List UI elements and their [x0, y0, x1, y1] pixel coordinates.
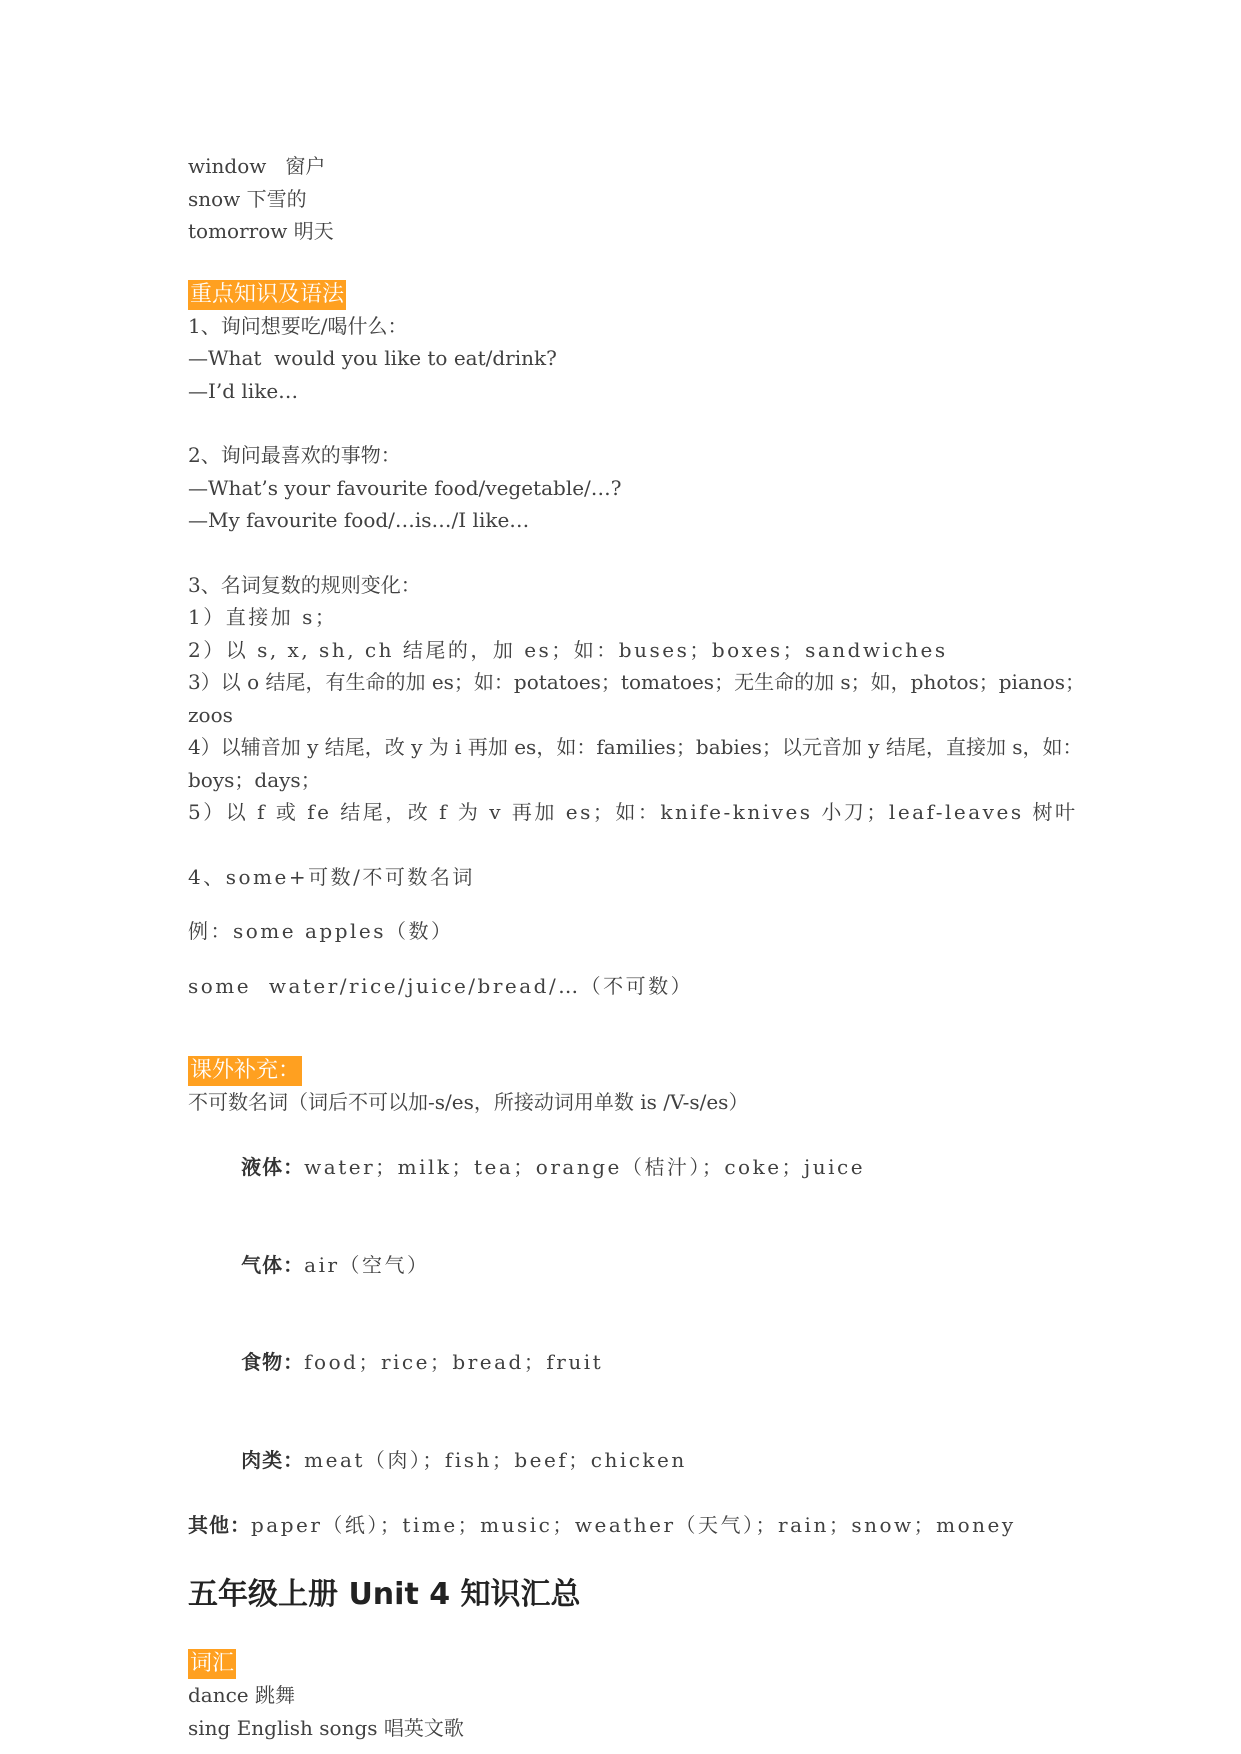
- point-title: 1、询问想要吃/喝什么：: [188, 313, 408, 338]
- vocab-item: tomorrow 明天: [188, 219, 334, 243]
- dialog-answer: —My favourite food/…is…/I like…: [188, 508, 530, 532]
- example-line: some water/rice/juice/bread/…（不可数）: [188, 973, 694, 998]
- example-line: 例：some apples（数）: [188, 919, 454, 943]
- document-page: [188, 150, 1088, 1744]
- plural-rule: 1）直接加 s；: [188, 605, 338, 629]
- category-text: air（空气）: [304, 1252, 430, 1277]
- vocab-item: dance 跳舞: [188, 1683, 296, 1707]
- section-heading-vocab: 词汇: [188, 1649, 236, 1679]
- vocab-item: window 窗户: [188, 154, 326, 178]
- category-line: [188, 1216, 1088, 1314]
- dialog-answer: —I’d like…: [188, 378, 299, 403]
- category-line: [188, 1119, 1088, 1217]
- dialog-question: —What’s your favourite food/vegetable/…?: [188, 475, 622, 500]
- point-title: 4、some+可数/不可数名词: [188, 864, 475, 889]
- point-title: 3、名词复数的规则变化：: [188, 572, 421, 597]
- plural-rule: 4）以辅音加 y 结尾，改 y 为 i 再加 es，如：families；babies；以元音加 y 结尾，直接加 s，如：boys；days；: [188, 735, 1083, 792]
- category-label: 液体：: [241, 1155, 305, 1179]
- category-label: 气体：: [241, 1252, 305, 1277]
- vocab-item: snow 下雪的: [188, 186, 307, 211]
- point-title: 2、询问最喜欢的事物：: [188, 443, 401, 467]
- plural-rule: 3）以 o 结尾，有生命的加 es；如：potatoes；tomatoes；无生命的加 s；如，photos；pianos；zoos: [188, 670, 1086, 727]
- category-label: 食物：: [241, 1350, 305, 1374]
- category-text: meat（肉）；fish；beef；chicken: [304, 1447, 687, 1472]
- section-heading-extra: 课外补充：: [188, 1056, 302, 1086]
- vocab-section: [188, 1649, 1088, 1744]
- extra-intro: 不可数名词（词后不可以加-s/es，所接动词用单数 is /V-s/es）: [188, 1090, 749, 1114]
- category-line: [188, 1411, 1088, 1509]
- category-label: 其他：: [188, 1512, 251, 1537]
- extra-section: [188, 1056, 1088, 1541]
- unit-title: 五年级上册 Unit 4 知识汇总: [188, 1577, 581, 1612]
- grammar-section: [188, 280, 1088, 1003]
- dialog-question: —What would you like to eat/drink?: [188, 346, 557, 370]
- vocab-top-list: [188, 150, 1088, 248]
- section-heading-grammar: 重点知识及语法: [188, 280, 346, 310]
- vocab-item: sing English songs 唱英文歌: [188, 1715, 464, 1740]
- category-text: food；rice；bread；fruit: [304, 1350, 604, 1374]
- plural-rule: 2）以 s, x, sh, ch 结尾的，加 es；如：buses；boxes；sandwiches: [188, 637, 948, 662]
- category-line: [188, 1314, 1088, 1412]
- plural-rule: 5）以 f 或 fe 结尾，改 f 为 v 再加 es；如：knife-knives 小刀；leaf-leaves 树叶: [188, 800, 1078, 824]
- category-text: water；milk；tea；orange（桔汁）；coke；juice: [304, 1155, 866, 1179]
- category-text: paper（纸）；time；music；weather（天气）；rain；snow；money: [251, 1512, 1016, 1537]
- category-line: [188, 1509, 1088, 1542]
- category-label: 肉类：: [241, 1447, 305, 1472]
